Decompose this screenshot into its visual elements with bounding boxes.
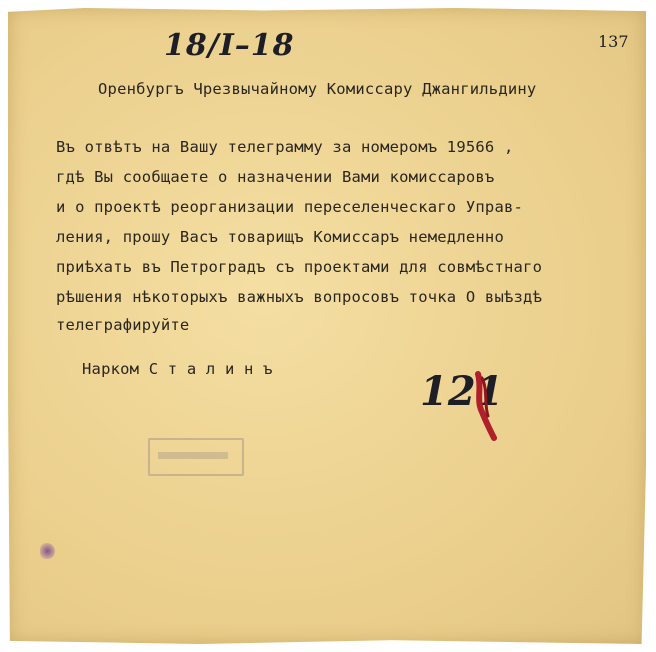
addressee-line: Оренбургъ Чрезвычайному Комиссару Джангильдину (98, 80, 537, 98)
body-line: телеграфируйте (56, 316, 190, 334)
signature-line: Нарком С т а л и н ъ (82, 360, 273, 378)
handwritten-date: 18/I–18 (164, 28, 295, 63)
red-pencil-mark (468, 370, 504, 442)
archive-number: 137 (598, 32, 629, 51)
body-line: Въ отвѣтъ на Вашу телеграмму за номеромъ 19566 , (56, 138, 514, 156)
body-line: гдѣ Вы сообщаете о назначении Вами комиссаровъ (56, 168, 495, 186)
handwritten-mark: 121 (420, 368, 504, 415)
faded-stamp (148, 438, 244, 476)
body-line: ления, прошу Васъ товарищъ Комиссаръ немедленно (56, 228, 504, 246)
body-line: и о проектѣ реорганизации переселенческаго Управ- (56, 198, 524, 216)
body-line: приѣхать въ Петроградъ съ проектами для совмѣстнаго (56, 258, 543, 276)
ink-stain (40, 543, 55, 559)
body-line: рѣшения нѣкоторыхъ важныхъ вопросовъ точка О выѣздѣ (56, 288, 543, 306)
